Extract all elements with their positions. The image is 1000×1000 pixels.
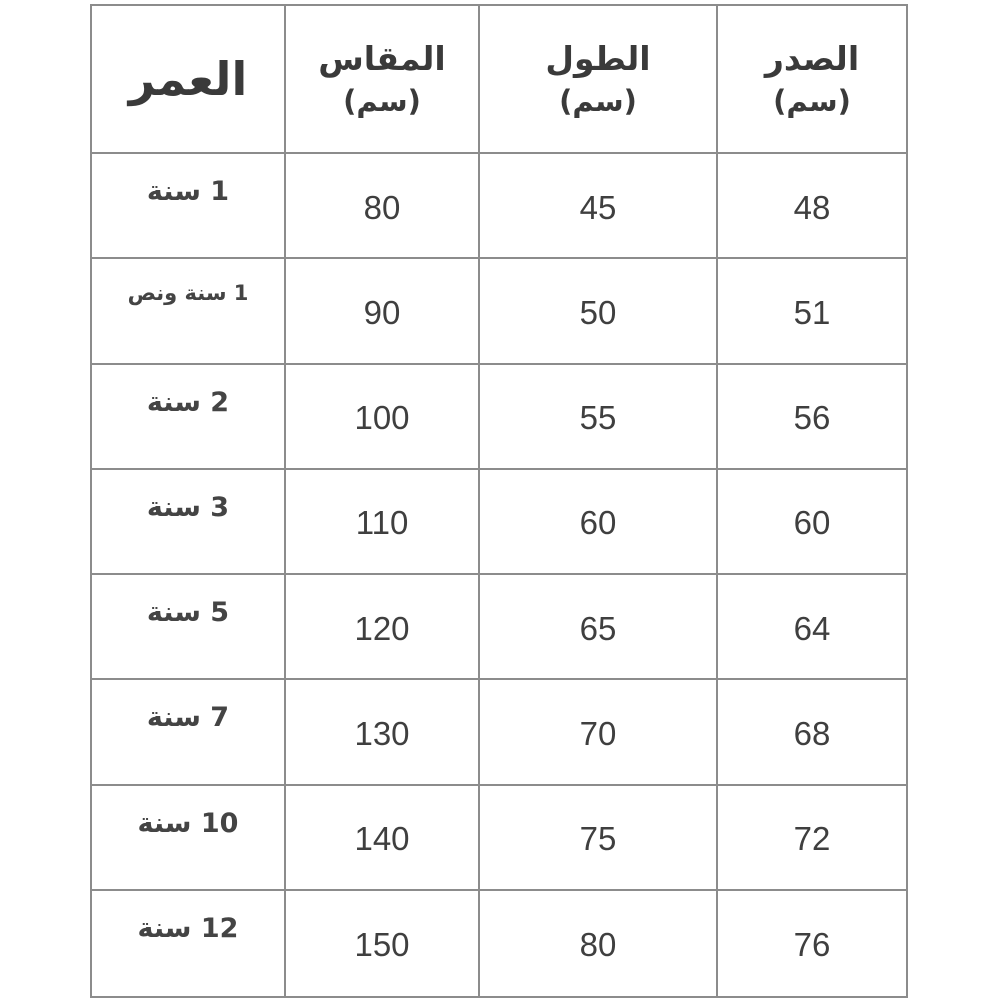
row-size-cell: 90 — [286, 259, 480, 364]
row-age-cell: 7 سنة — [92, 680, 286, 785]
row-age-cell: 2 سنة — [92, 365, 286, 470]
row-size-cell: 130 — [286, 680, 480, 785]
row-size-cell: 120 — [286, 575, 480, 680]
row-chest-cell: 48 — [718, 154, 906, 259]
header-chest-title: الصدر — [764, 39, 860, 79]
row-chest-cell: 51 — [718, 259, 906, 364]
row-chest-cell: 64 — [718, 575, 906, 680]
row-age-cell: 10 سنة — [92, 786, 286, 891]
row-chest-cell: 72 — [718, 786, 906, 891]
row-length-cell: 60 — [480, 470, 718, 575]
row-length-cell: 75 — [480, 786, 718, 891]
row-length-cell: 80 — [480, 891, 718, 996]
row-length-cell: 70 — [480, 680, 718, 785]
row-age-cell: 1 سنة ونص — [92, 259, 286, 364]
row-chest-cell: 56 — [718, 365, 906, 470]
row-length-cell: 65 — [480, 575, 718, 680]
row-chest-cell: 76 — [793, 926, 831, 964]
header-size-unit: (سم) — [343, 83, 421, 118]
header-age: العمر — [92, 6, 286, 154]
row-size-cell: 80 — [286, 154, 480, 259]
row-length-cell: 50 — [480, 259, 718, 364]
row-size-cell: 140 — [286, 786, 480, 891]
row-size-cell: 150 — [286, 891, 480, 996]
header-size-title: المقاس — [318, 39, 446, 79]
row-chest-cell: 68 — [718, 680, 906, 785]
header-length-title: الطول — [545, 39, 651, 79]
row-age-cell: 5 سنة — [92, 575, 286, 680]
row-size-cell: 100 — [286, 365, 480, 470]
header-length — [480, 6, 718, 154]
row-length-cell: 45 — [480, 154, 718, 259]
row-size-cell: 110 — [286, 470, 480, 575]
row-age-cell: 12 سنة — [92, 891, 286, 996]
size-chart-table — [90, 4, 908, 998]
header-chest — [718, 6, 906, 154]
header-chest-unit: (سم) — [773, 83, 851, 118]
row-age-cell: 3 سنة — [92, 470, 286, 575]
row-age-cell: 1 سنة — [92, 154, 286, 259]
row-length-cell: 55 — [480, 365, 718, 470]
row-chest-cell: 60 — [718, 470, 906, 575]
header-size — [286, 6, 480, 154]
header-length-unit: (سم) — [559, 83, 637, 118]
